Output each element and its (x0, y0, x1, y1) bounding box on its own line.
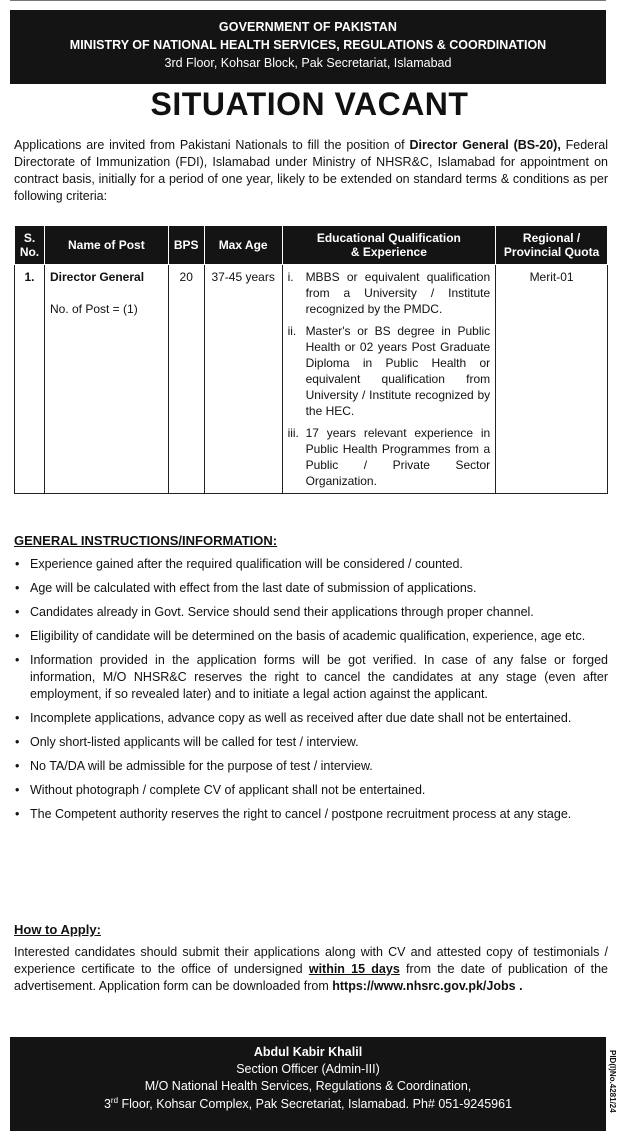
cell-quota: Merit-01 (496, 265, 608, 494)
list-item: • Experience gained after the required qualification will be considered / counted. (15, 557, 463, 571)
intro-position: Director General (BS-20), (409, 138, 561, 152)
cell-post (44, 265, 168, 494)
list-item: • The Competent authority reserves the right to cancel / postpone recruitment process at any stage. (15, 807, 572, 821)
apply-paragraph: Interested candidates should submit their applications along with CV and attested copy of testimonials / experience certificate to the office of undersigned within 15 days from the date of publication of the advertisement. Application form can be downloaded from https://www.nhsrc.gov.pk/Jobs . (14, 945, 608, 993)
top-rule (10, 0, 606, 5)
bullet-icon: • (15, 653, 20, 667)
pid-number: PID(I)No.4281/24 (608, 1050, 617, 1113)
col-qualification: Educational Qualification & Experience (282, 226, 496, 265)
bullet-icon: • (15, 807, 20, 821)
header-address: 3rd Floor, Kohsar Block, Pak Secretariat, Islamabad (164, 56, 452, 70)
col-quota: Regional / Provincial Quota (496, 226, 608, 265)
advert-header (10, 10, 606, 84)
list-item: • Information provided in the application forms will be got verified. In case of any false or forged information, M/O NHSR&C reserves the right to cancel the candidates at any stage (even after employment, if so revealed later) and to initiate a legal action against the applicant. (15, 653, 608, 701)
list-item: • No TA/DA will be admissible for the purpose of test / interview. (15, 759, 373, 773)
instructions-heading: GENERAL INSTRUCTIONS/INFORMATION: (14, 533, 278, 548)
table-header-row (15, 226, 608, 265)
signatory-org: M/O National Health Services, Regulations & Coordination, (144, 1079, 472, 1093)
qualification-item: i. MBBS or equivalent qualification from a University / Institute recognized by the PMDC. (287, 270, 491, 316)
post-title: Director General (49, 270, 145, 284)
page-title: SITUATION VACANT (150, 86, 469, 122)
qualification-item: ii. Master's or BS degree in Public Health or 02 years Post Graduate Diploma in Public Health or equivalent qualification from University / Institute recognized by the HEC. (287, 324, 491, 418)
list-item: • Candidates already in Govt. Service should send their applications through proper channel. (15, 605, 534, 619)
cell-qualification (282, 265, 496, 494)
bullet-icon: • (15, 581, 20, 595)
bullet-icon: • (15, 735, 20, 749)
col-bps: BPS (168, 226, 204, 265)
bullet-icon: • (15, 711, 20, 725)
list-item: • Without photograph / complete CV of applicant shall not be entertained. (15, 783, 426, 797)
cell-sno: 1. (15, 265, 45, 494)
instructions-list (14, 556, 608, 830)
table-row (15, 265, 608, 494)
col-sno: S. No. (15, 226, 45, 265)
intro-text-2: Federal Directorate of Immunization (FDI), Islamabad under Ministry of NHSR&C, Islamabad for appointment on contract basis, initially for a period of one year, likely to be extended on standard terms & conditions as per following criteria: (14, 138, 609, 203)
header-govt: GOVERNMENT OF PAKISTAN (218, 20, 398, 34)
bullet-icon: • (15, 759, 20, 773)
list-item: • Only short-listed applicants will be called for test / interview. (15, 735, 359, 749)
qualification-item: iii. 17 years relevant experience in Public Health Programmes from a Public / Private Sector Organization. (287, 426, 491, 488)
intro-text-1: Applications are invited from Pakistani Nationals to fill the position of (14, 138, 410, 152)
bullet-icon: • (15, 557, 20, 571)
signatory-name: Abdul Kabir Khalil (253, 1045, 363, 1059)
col-age: Max Age (204, 226, 282, 265)
header-ministry: MINISTRY OF NATIONAL HEALTH SERVICES, REGULATIONS & COORDINATION (69, 38, 547, 52)
intro-paragraph (14, 137, 608, 205)
jobs-link[interactable]: https://www.nhsrc.gov.pk/Jobs (332, 979, 516, 993)
post-count: No. of Post = (1) (49, 302, 138, 316)
bullet-icon: • (15, 605, 20, 619)
signature-block (10, 1037, 606, 1131)
signatory-designation: Section Officer (Admin-III) (236, 1062, 380, 1076)
list-item: • Age will be calculated with effect from the last date of submission of applications. (15, 581, 477, 595)
cell-bps: 20 (168, 265, 204, 494)
col-post: Name of Post (44, 226, 168, 265)
signatory-address: 3rd Floor, Kohsar Complex, Pak Secretariat, Islamabad. Ph# 051-9245961 (103, 1096, 513, 1112)
cell-age: 37-45 years (204, 265, 282, 494)
vacancy-table (14, 225, 608, 494)
deadline-text: within 15 days (308, 962, 400, 976)
apply-heading: How to Apply: (14, 922, 101, 937)
bullet-icon: • (15, 629, 20, 643)
list-item: • Eligibility of candidate will be determined on the basis of academic qualification, experience, age etc. (15, 629, 586, 643)
list-item: • Incomplete applications, advance copy as well as received after due date shall not be entertained. (15, 711, 572, 725)
bullet-icon: • (15, 783, 20, 797)
